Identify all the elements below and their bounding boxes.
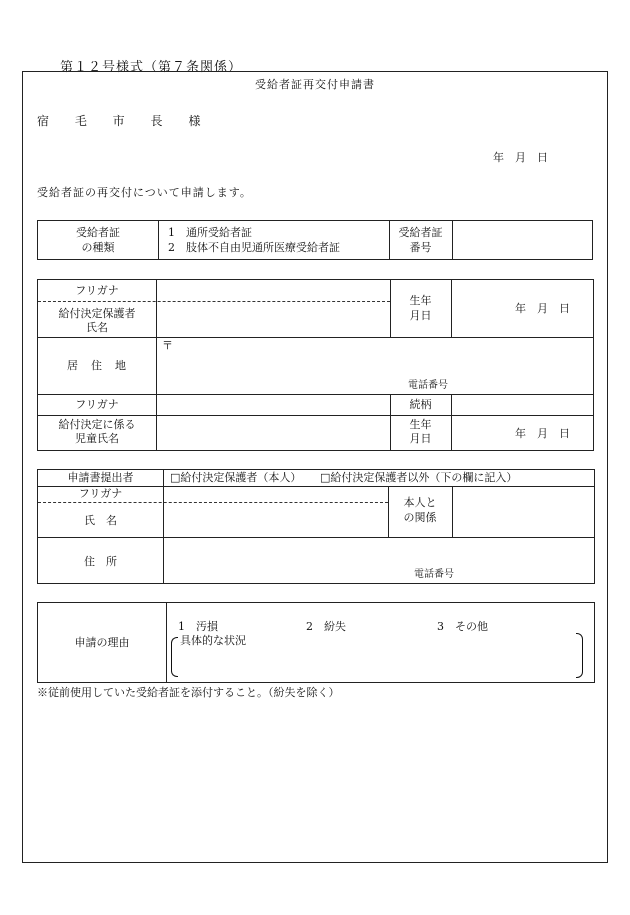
right-bracket	[576, 633, 583, 678]
attachment-note: ※従前使用していた受給者証を添付すること。（紛失を除く）	[37, 686, 340, 699]
submitter-furigana-label: フリガナ	[78, 487, 123, 500]
submitter-relation-label: 本人と	[403, 496, 437, 509]
child-birth-label-2: 月日	[409, 432, 432, 445]
reason-option-other[interactable]: 3 その他	[437, 620, 488, 633]
child-furigana-label: フリガナ	[75, 398, 119, 411]
guardian-birth-date[interactable]: 年 月 日	[515, 302, 570, 315]
child-name-field[interactable]	[157, 416, 390, 450]
guardian-name-label-2: 氏名	[86, 321, 108, 334]
guardian-birth-label-2: 月日	[409, 309, 432, 322]
card-type-option-2[interactable]: 2 肢体不自由児通所医療受給者証	[168, 241, 340, 254]
reason-detail-field[interactable]	[180, 649, 572, 675]
submitter-address-label: 住 所	[84, 555, 117, 568]
submitter-label: 申請書提出者	[67, 471, 134, 484]
card-type-option-1[interactable]: 1 通所受給者証	[168, 226, 252, 239]
submitter-relation-field[interactable]	[453, 487, 594, 537]
submitter-option-self[interactable]: □給付決定保護者（本人）	[170, 471, 302, 484]
reason-table	[37, 602, 595, 683]
child-name-label: 給付決定に係る	[58, 418, 136, 431]
submitter-name-label: 氏 名	[84, 514, 117, 527]
card-number-label-2: 番号	[409, 241, 432, 254]
relation-label: 続柄	[409, 398, 432, 411]
guardian-furigana-label: フリガナ	[75, 284, 119, 297]
card-number-label: 受給者証	[398, 226, 443, 239]
submitter-option-other[interactable]: □給付決定保護者以外（下の欄に記入）	[320, 471, 518, 484]
reason-detail-label: 具体的な状況	[180, 634, 246, 647]
guardian-name-field[interactable]	[157, 280, 390, 337]
submitter-name-field[interactable]	[164, 487, 388, 537]
card-type-label: 受給者証	[76, 226, 120, 239]
address-field[interactable]	[157, 354, 387, 392]
address-label: 居 住 地	[67, 359, 127, 372]
application-date[interactable]: 年 月 日	[493, 151, 548, 164]
guardian-phone-label: 電話番号	[408, 380, 448, 391]
addressee: 宿 毛 市 長 様	[37, 114, 208, 128]
card-number-field[interactable]	[453, 221, 592, 259]
reason-label: 申請の理由	[74, 636, 130, 649]
submitter-address-field[interactable]	[164, 538, 404, 582]
guardian-birth-label: 生年	[409, 294, 432, 307]
relation-field[interactable]	[452, 394, 593, 415]
submitter-phone-label: 電話番号	[414, 569, 454, 580]
child-birth-label: 生年	[409, 418, 432, 431]
intro-text: 受給者証の再交付について申請します。	[37, 186, 252, 199]
postal-mark: 〒	[162, 339, 173, 352]
child-name-label-2: 児童氏名	[75, 432, 119, 445]
guardian-name-label: 給付決定保護者	[58, 307, 136, 320]
submitter-relation-label-2: の関係	[403, 511, 437, 524]
card-type-table	[37, 220, 593, 260]
form-title: 受給者証再交付申請書	[255, 78, 375, 91]
reason-option-soiled[interactable]: 1 汚損	[178, 620, 218, 633]
child-birth-date[interactable]: 年 月 日	[515, 427, 570, 440]
guardian-table	[37, 279, 594, 451]
reason-option-lost[interactable]: 2 紛失	[306, 620, 346, 633]
submitter-table	[37, 469, 595, 584]
left-bracket	[171, 637, 178, 677]
form-number-label: 第１２号様式（第７条関係）	[60, 60, 243, 75]
card-type-label-2: の種類	[81, 241, 115, 254]
